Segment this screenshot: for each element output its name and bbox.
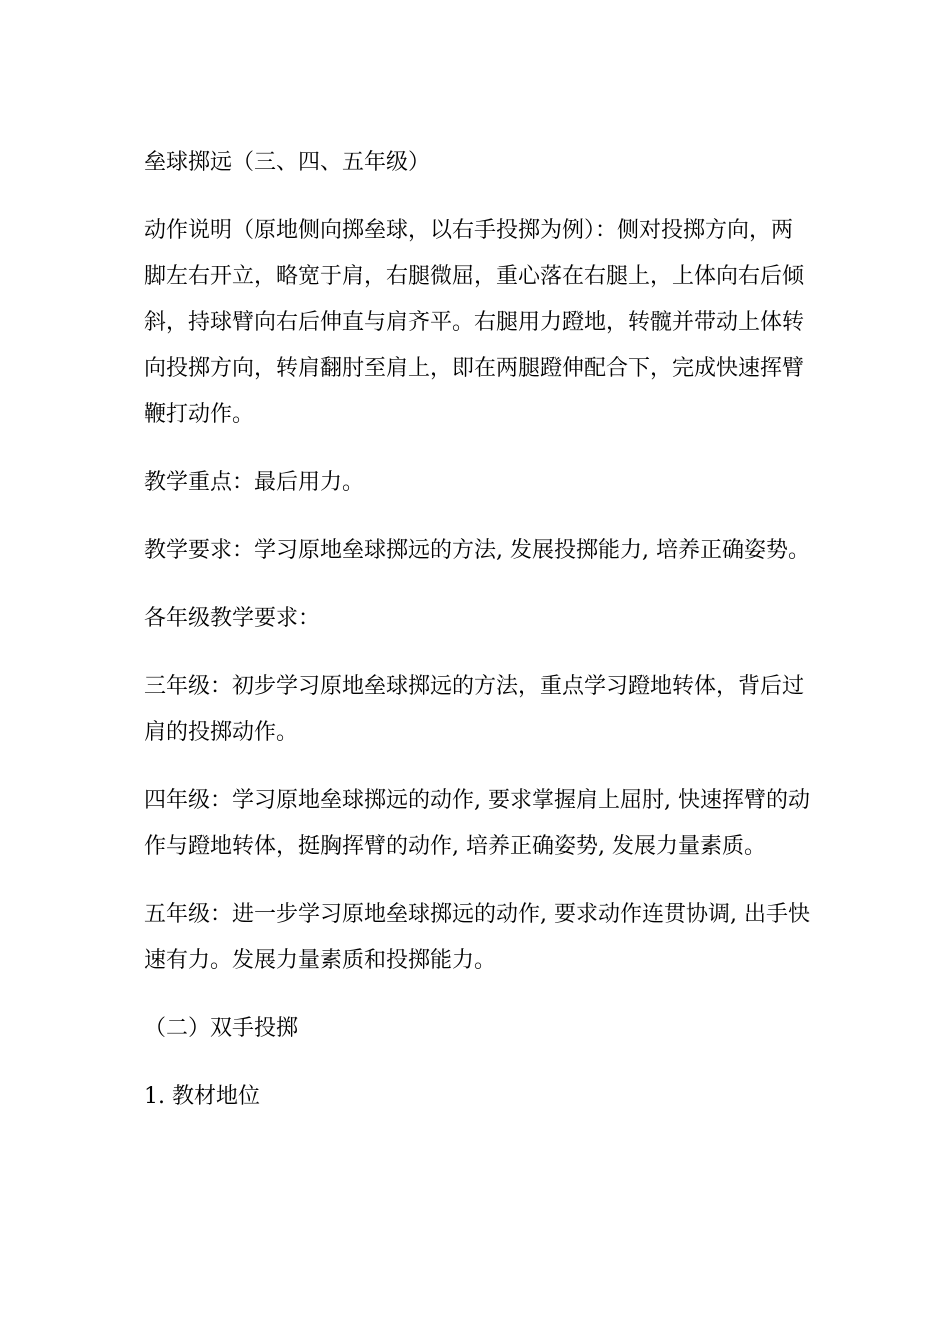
paragraph-grade-three: 三年级：初步学习原地垒球掷远的方法，重点学习蹬地转体，背后过肩的投掷动作。 bbox=[144, 674, 805, 745]
paragraph-teaching-requirement: 教学要求：学习原地垒球掷远的方法, 发展投掷能力, 培养正确姿势。 bbox=[144, 538, 810, 563]
paragraph-grade-requirements-heading: 各年级教学要求： bbox=[144, 606, 321, 631]
subsection-title-two-hand-throw: （二）双手投掷 bbox=[144, 1016, 299, 1041]
section-title: 垒球掷远（三、四、五年级） bbox=[144, 150, 431, 175]
document-body bbox=[144, 140, 814, 1142]
paragraph-grade-four: 四年级：学习原地垒球掷远的动作, 要求掌握肩上屈肘, 快速挥臂的动作与蹬地转体，挺胸挥臂的动作, 培养正确姿势, 发展力量素质。 bbox=[144, 788, 810, 859]
paragraph-action-description: 动作说明（原地侧向掷垒球，以右手投掷为例）：侧对投掷方向，两脚左右开立，略宽于肩，右腿微屈，重心落在右腿上，上体向右后倾斜，持球臂向右后伸直与肩齐平。右腿用力蹬地，转髋并带动上体转向投掷方向，转肩翻肘至肩上，即在两腿蹬伸配合下，完成快速挥臂鞭打动作。 bbox=[144, 218, 805, 427]
paragraph-grade-five: 五年级：进一步学习原地垒球掷远的动作, 要求动作连贯协调, 出手快速有力。发展力量素质和投掷能力。 bbox=[144, 902, 810, 973]
subsection-item-material-status: 1. 教材地位 bbox=[144, 1084, 260, 1109]
paragraph-teaching-focus: 教学重点：最后用力。 bbox=[144, 470, 365, 495]
